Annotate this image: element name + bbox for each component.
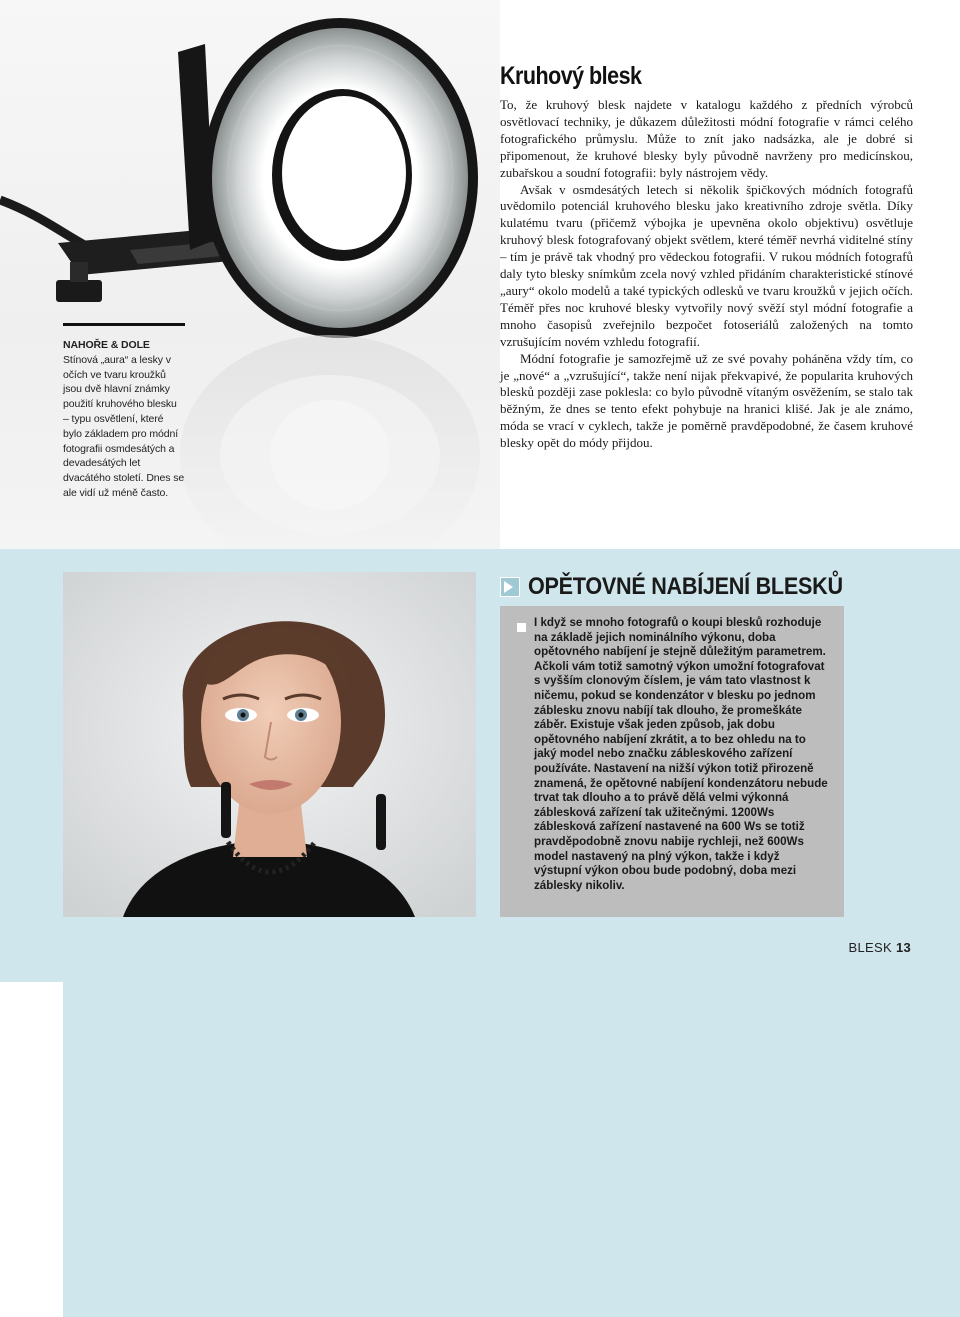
caption-text	[63, 338, 185, 501]
article-paragraph-3: Módní fotografie je samozřejmě už ze své povahy poháněna vždy tím, co je „nové“ a „vzrušující“, takže není nijak překvapivé, že popularita kruhových blesků později zase poklesla: co bylo původně vítaným osvěžením, se stalo tak běžným, že dnes se tento efekt pohybuje na hranici klišé. Jak je ale známo, móda se vrací v cyklech, takže je poměrně pravděpodobné, že časem kruhové blesky opět do módy přijdou.	[500, 350, 913, 451]
article-paragraph-1: To, že kruhový blesk najdete v katalogu každého z předních výrobců osvětlovací techniky, je důkazem důležitosti módní fotografie v rámci celého fotografického průmyslu. Může to znít jako nadsázka, ale je dobré si připomenout, že kruhové blesky byly původně navrženy pro medicínskou, zubařskou a soudní fotografii: byly nástrojem vědy.	[500, 97, 913, 180]
caption-rule-top	[63, 323, 185, 326]
article	[500, 62, 913, 452]
portrait-illustration	[63, 572, 476, 917]
info-box	[500, 606, 844, 917]
bullet-square-icon	[517, 623, 526, 632]
info-box-text: I když se mnoho fotografů o koupi blesků rozhoduje na základě jejich nominálního výkonu, doba opětovného nabíjení je stejně důležitým parametrem. Ačkoli vám totiž samotný výkon umožní fotografovat s vyšším clonovým číslem, je vám tato vlastnost k ničemu, pokud se kondenzátor v blesku po jednom záblesku znovu nabíjí tak dlouho, že promeškáte záběr. Existuje však jeden způsob, jak dobu opětovného nabíjení zkrátit, a to bez ohledu na to jaký model nebo značku zábleskového zařízení používáte. Nastavení na nižší výkon totiž přirozeně znamená, že opětovné nabíjení kondenzátoru nebude trvat tak dlouho a to právě dělá velmi výkonná záblesková zařízení tak užitečnými. 1200Ws záblesková zařízení nastavené na 600 Ws se totiž pravděpodobně znovu nabije rychleji, než 600Ws model nastavený na plný výkon, takže i když výstupní výkon obou bude podobný, doba mezi záblesky nikoliv.	[534, 616, 828, 892]
caption-body: Stínová „aura“ a lesky v očích ve tvaru kroužků jsou dvě hlavní známky použití kruhového blesku – typu osvětlení, které bylo základem pro módní fotografii osmdesátých a devadesátých let dvacátého století. Dnes se ale vidí už méně často.	[63, 353, 185, 499]
page-folio	[849, 940, 911, 955]
arrow-right-icon	[500, 577, 520, 597]
photo-caption	[63, 323, 185, 501]
article-paragraph-2: Avšak v osmdesátých letech si několik špičkových módních fotografů uvědomilo potenciál kruhového blesku jako kreativního zdroje světla. Díky kulatému tvaru (přičemž výbojka je upevněna okolo objektivu) osvětluje kruhový blesk fotografovaný objekt světlem, které téměř nevrhá viditelné stíny – tím je právě tak vhodný pro vědeckou fotografii. V rukou módních fotografů daly tyto blesky snímkům zcela nový vzhled přidáním charakteristické stínové „aury“ okolo modelů a také typických odlesků ve tvaru kroužků v jejich očích. Téměř přes noc kruhové blesky vytvořily nový svěží styl módní fotografie a mnoho časopisů zveřejnilo bezpočet fotoseriálů založených na tomto vzrušujícím novém vzhledu fotografií.	[500, 181, 913, 349]
folio-section: BLESK	[848, 940, 892, 955]
page-number: 13	[895, 940, 911, 955]
box-title: OPĚTOVNÉ NABÍJENÍ BLESKŮ	[528, 573, 843, 600]
portrait-photo	[63, 572, 476, 917]
article-title: Kruhový blesk	[500, 62, 642, 90]
caption-lead: NAHOŘE & DOLE	[63, 339, 150, 351]
bottom-section	[0, 549, 960, 982]
box-heading	[500, 573, 878, 601]
top-section	[0, 0, 960, 550]
